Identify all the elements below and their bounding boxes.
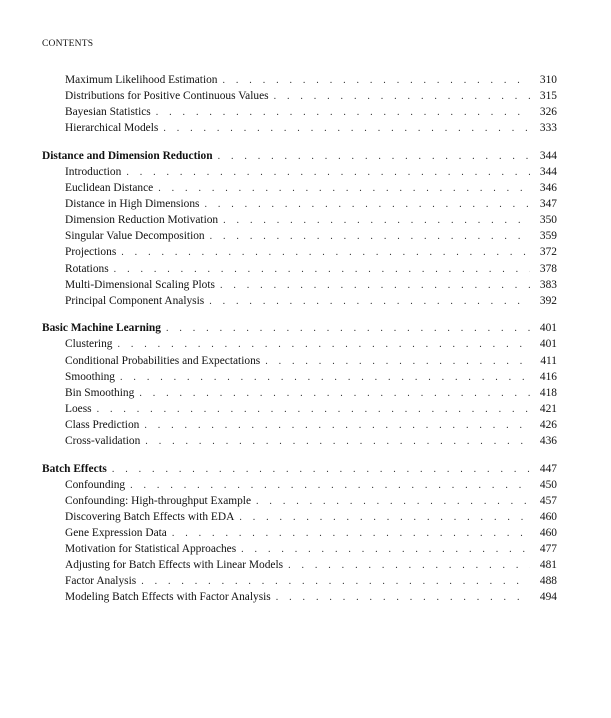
toc-entry-title: Clustering bbox=[65, 338, 113, 351]
dot-leader bbox=[120, 370, 530, 386]
toc-entry-title: Distance in High Dimensions bbox=[65, 198, 200, 211]
toc-chapter-title: Distance and Dimension Reduction bbox=[42, 149, 213, 162]
toc-chapter-page: 401 bbox=[539, 322, 557, 335]
toc-chapter[interactable] bbox=[42, 461, 557, 477]
toc-entry-page: 477 bbox=[539, 543, 557, 556]
dot-leader bbox=[241, 542, 530, 558]
toc-entry-page: 401 bbox=[539, 338, 557, 351]
toc-section-basic-machine-learning bbox=[42, 320, 557, 449]
dot-leader bbox=[204, 197, 530, 213]
toc-entry-title: Hierarchical Models bbox=[65, 122, 159, 135]
dot-leader bbox=[209, 294, 530, 310]
toc-entry[interactable] bbox=[42, 417, 557, 433]
toc-entry-page: 372 bbox=[539, 246, 557, 259]
dot-leader bbox=[274, 89, 530, 105]
dot-leader bbox=[121, 245, 530, 261]
toc-entry-page: 421 bbox=[539, 402, 557, 415]
toc-entry[interactable] bbox=[42, 88, 557, 104]
toc-entry[interactable] bbox=[42, 433, 557, 449]
toc-entry-page: 347 bbox=[539, 198, 557, 211]
toc-chapter-page: 447 bbox=[539, 462, 557, 475]
toc-chapter-title: Basic Machine Learning bbox=[42, 322, 161, 335]
toc-entry-page: 392 bbox=[539, 294, 557, 307]
toc-entry-title: Adjusting for Batch Effects with Linear Models bbox=[65, 559, 284, 572]
toc-entry-page: 411 bbox=[540, 354, 557, 367]
dot-leader bbox=[145, 434, 530, 450]
toc-entry[interactable] bbox=[42, 277, 557, 293]
toc-entry-page: 436 bbox=[539, 434, 557, 447]
toc-entry[interactable] bbox=[42, 509, 557, 525]
dot-leader bbox=[114, 262, 530, 278]
toc-entry[interactable] bbox=[42, 541, 557, 557]
toc-entry-title: Modeling Batch Effects with Factor Analysis bbox=[65, 591, 271, 604]
toc-entry[interactable] bbox=[42, 212, 557, 228]
toc-entry-page: 315 bbox=[539, 90, 557, 103]
toc-section-continued bbox=[42, 72, 557, 136]
toc-entry[interactable] bbox=[42, 525, 557, 541]
dot-leader bbox=[223, 73, 531, 89]
toc-entry[interactable] bbox=[42, 120, 557, 136]
toc-entry[interactable] bbox=[42, 493, 557, 509]
toc-entry[interactable] bbox=[42, 353, 557, 369]
dot-leader bbox=[288, 558, 530, 574]
toc-entry-title: Maximum Likelihood Estimation bbox=[65, 74, 218, 86]
dot-leader bbox=[256, 494, 530, 510]
toc-entry[interactable] bbox=[42, 228, 557, 244]
toc-entry-title: Conditional Probabilities and Expectations bbox=[65, 354, 261, 367]
toc-entry-title: Singular Value Decomposition bbox=[65, 230, 205, 243]
toc-entry[interactable] bbox=[42, 589, 557, 605]
dot-leader bbox=[276, 590, 530, 606]
toc-entry-title: Gene Expression Data bbox=[65, 526, 167, 539]
toc-chapter-page: 344 bbox=[539, 149, 557, 162]
toc-entry[interactable] bbox=[42, 196, 557, 212]
dot-leader bbox=[97, 402, 530, 418]
toc-entry-title: Confounding bbox=[65, 478, 126, 491]
toc-entry[interactable] bbox=[42, 72, 557, 88]
toc-entry-page: 418 bbox=[539, 386, 557, 399]
toc-entry-title: Introduction bbox=[65, 165, 122, 178]
toc-entry[interactable] bbox=[42, 244, 557, 260]
toc-entry-title: Distributions for Positive Continuous Values bbox=[65, 90, 269, 103]
dot-leader bbox=[130, 478, 530, 494]
dot-leader bbox=[117, 337, 530, 353]
toc-chapter[interactable] bbox=[42, 320, 557, 336]
toc-entry-title: Confounding: High-throughput Example bbox=[65, 494, 252, 507]
dot-leader bbox=[156, 105, 530, 121]
toc-entry-page: 481 bbox=[539, 559, 557, 572]
toc-entry-page: 378 bbox=[539, 262, 557, 275]
toc-section-batch-effects bbox=[42, 461, 557, 606]
toc-entry-title: Discovering Batch Effects with EDA bbox=[65, 510, 235, 523]
dot-leader bbox=[144, 418, 530, 434]
toc-entry-page: 460 bbox=[539, 510, 557, 523]
toc-entry-title: Motivation for Statistical Approaches bbox=[65, 543, 237, 556]
toc-entry[interactable] bbox=[42, 336, 557, 352]
toc-entry-page: 460 bbox=[539, 526, 557, 539]
toc-entry-page: 383 bbox=[539, 278, 557, 291]
toc-entry[interactable] bbox=[42, 557, 557, 573]
dot-leader bbox=[223, 213, 530, 229]
page-header: CONTENTS bbox=[42, 39, 94, 49]
dot-leader bbox=[163, 121, 530, 137]
toc-entry-page: 326 bbox=[539, 106, 557, 119]
toc-entry-page: 346 bbox=[539, 182, 557, 195]
toc-entry-title: Rotations bbox=[65, 262, 109, 275]
toc-entry-page: 416 bbox=[539, 370, 557, 383]
toc-entry[interactable] bbox=[42, 293, 557, 309]
toc-entry-title: Smoothing bbox=[65, 370, 116, 383]
toc-entry-page: 359 bbox=[539, 230, 557, 243]
dot-leader bbox=[126, 165, 530, 181]
table-of-contents bbox=[42, 72, 557, 617]
toc-entry-page: 457 bbox=[539, 494, 557, 507]
toc-entry-title: Class Prediction bbox=[65, 418, 140, 431]
toc-entry-title: Loess bbox=[65, 402, 92, 415]
dot-leader bbox=[218, 149, 530, 165]
dot-leader bbox=[210, 229, 530, 245]
toc-entry-page: 488 bbox=[539, 575, 557, 588]
dot-leader bbox=[139, 386, 530, 402]
toc-entry[interactable] bbox=[42, 385, 557, 401]
toc-chapter[interactable] bbox=[42, 148, 557, 164]
toc-entry-page: 426 bbox=[539, 418, 557, 431]
toc-entry-page: 344 bbox=[539, 165, 557, 178]
toc-entry[interactable] bbox=[42, 104, 557, 120]
dot-leader bbox=[166, 321, 530, 337]
toc-entry-title: Cross-validation bbox=[65, 434, 141, 447]
dot-leader bbox=[239, 510, 530, 526]
dot-leader bbox=[172, 526, 530, 542]
toc-entry-title: Factor Analysis bbox=[65, 575, 137, 588]
dot-leader bbox=[158, 181, 530, 197]
toc-entry-page: 333 bbox=[539, 122, 557, 135]
toc-section-distance-dimension-reduction bbox=[42, 148, 557, 309]
toc-entry[interactable] bbox=[42, 477, 557, 493]
toc-entry-title: Projections bbox=[65, 246, 117, 259]
toc-entry-title: Euclidean Distance bbox=[65, 182, 154, 195]
toc-entry[interactable] bbox=[42, 261, 557, 277]
toc-entry[interactable] bbox=[42, 401, 557, 417]
toc-entry[interactable] bbox=[42, 573, 557, 589]
toc-entry-page: 310 bbox=[539, 74, 557, 86]
toc-chapter-title: Batch Effects bbox=[42, 462, 107, 475]
toc-entry[interactable] bbox=[42, 180, 557, 196]
toc-entry-page: 494 bbox=[539, 591, 557, 604]
toc-entry-title: Principal Component Analysis bbox=[65, 294, 205, 307]
dot-leader bbox=[265, 354, 530, 370]
toc-entry-title: Dimension Reduction Motivation bbox=[65, 214, 219, 227]
toc-entry[interactable] bbox=[42, 164, 557, 180]
toc-entry[interactable] bbox=[42, 369, 557, 385]
dot-leader bbox=[141, 574, 530, 590]
toc-entry-title: Bayesian Statistics bbox=[65, 106, 151, 119]
toc-entry-page: 350 bbox=[539, 214, 557, 227]
dot-leader bbox=[112, 462, 530, 478]
toc-entry-title: Bin Smoothing bbox=[65, 386, 135, 399]
dot-leader bbox=[220, 278, 530, 294]
toc-entry-title: Multi-Dimensional Scaling Plots bbox=[65, 278, 215, 291]
toc-entry-page: 450 bbox=[539, 478, 557, 491]
